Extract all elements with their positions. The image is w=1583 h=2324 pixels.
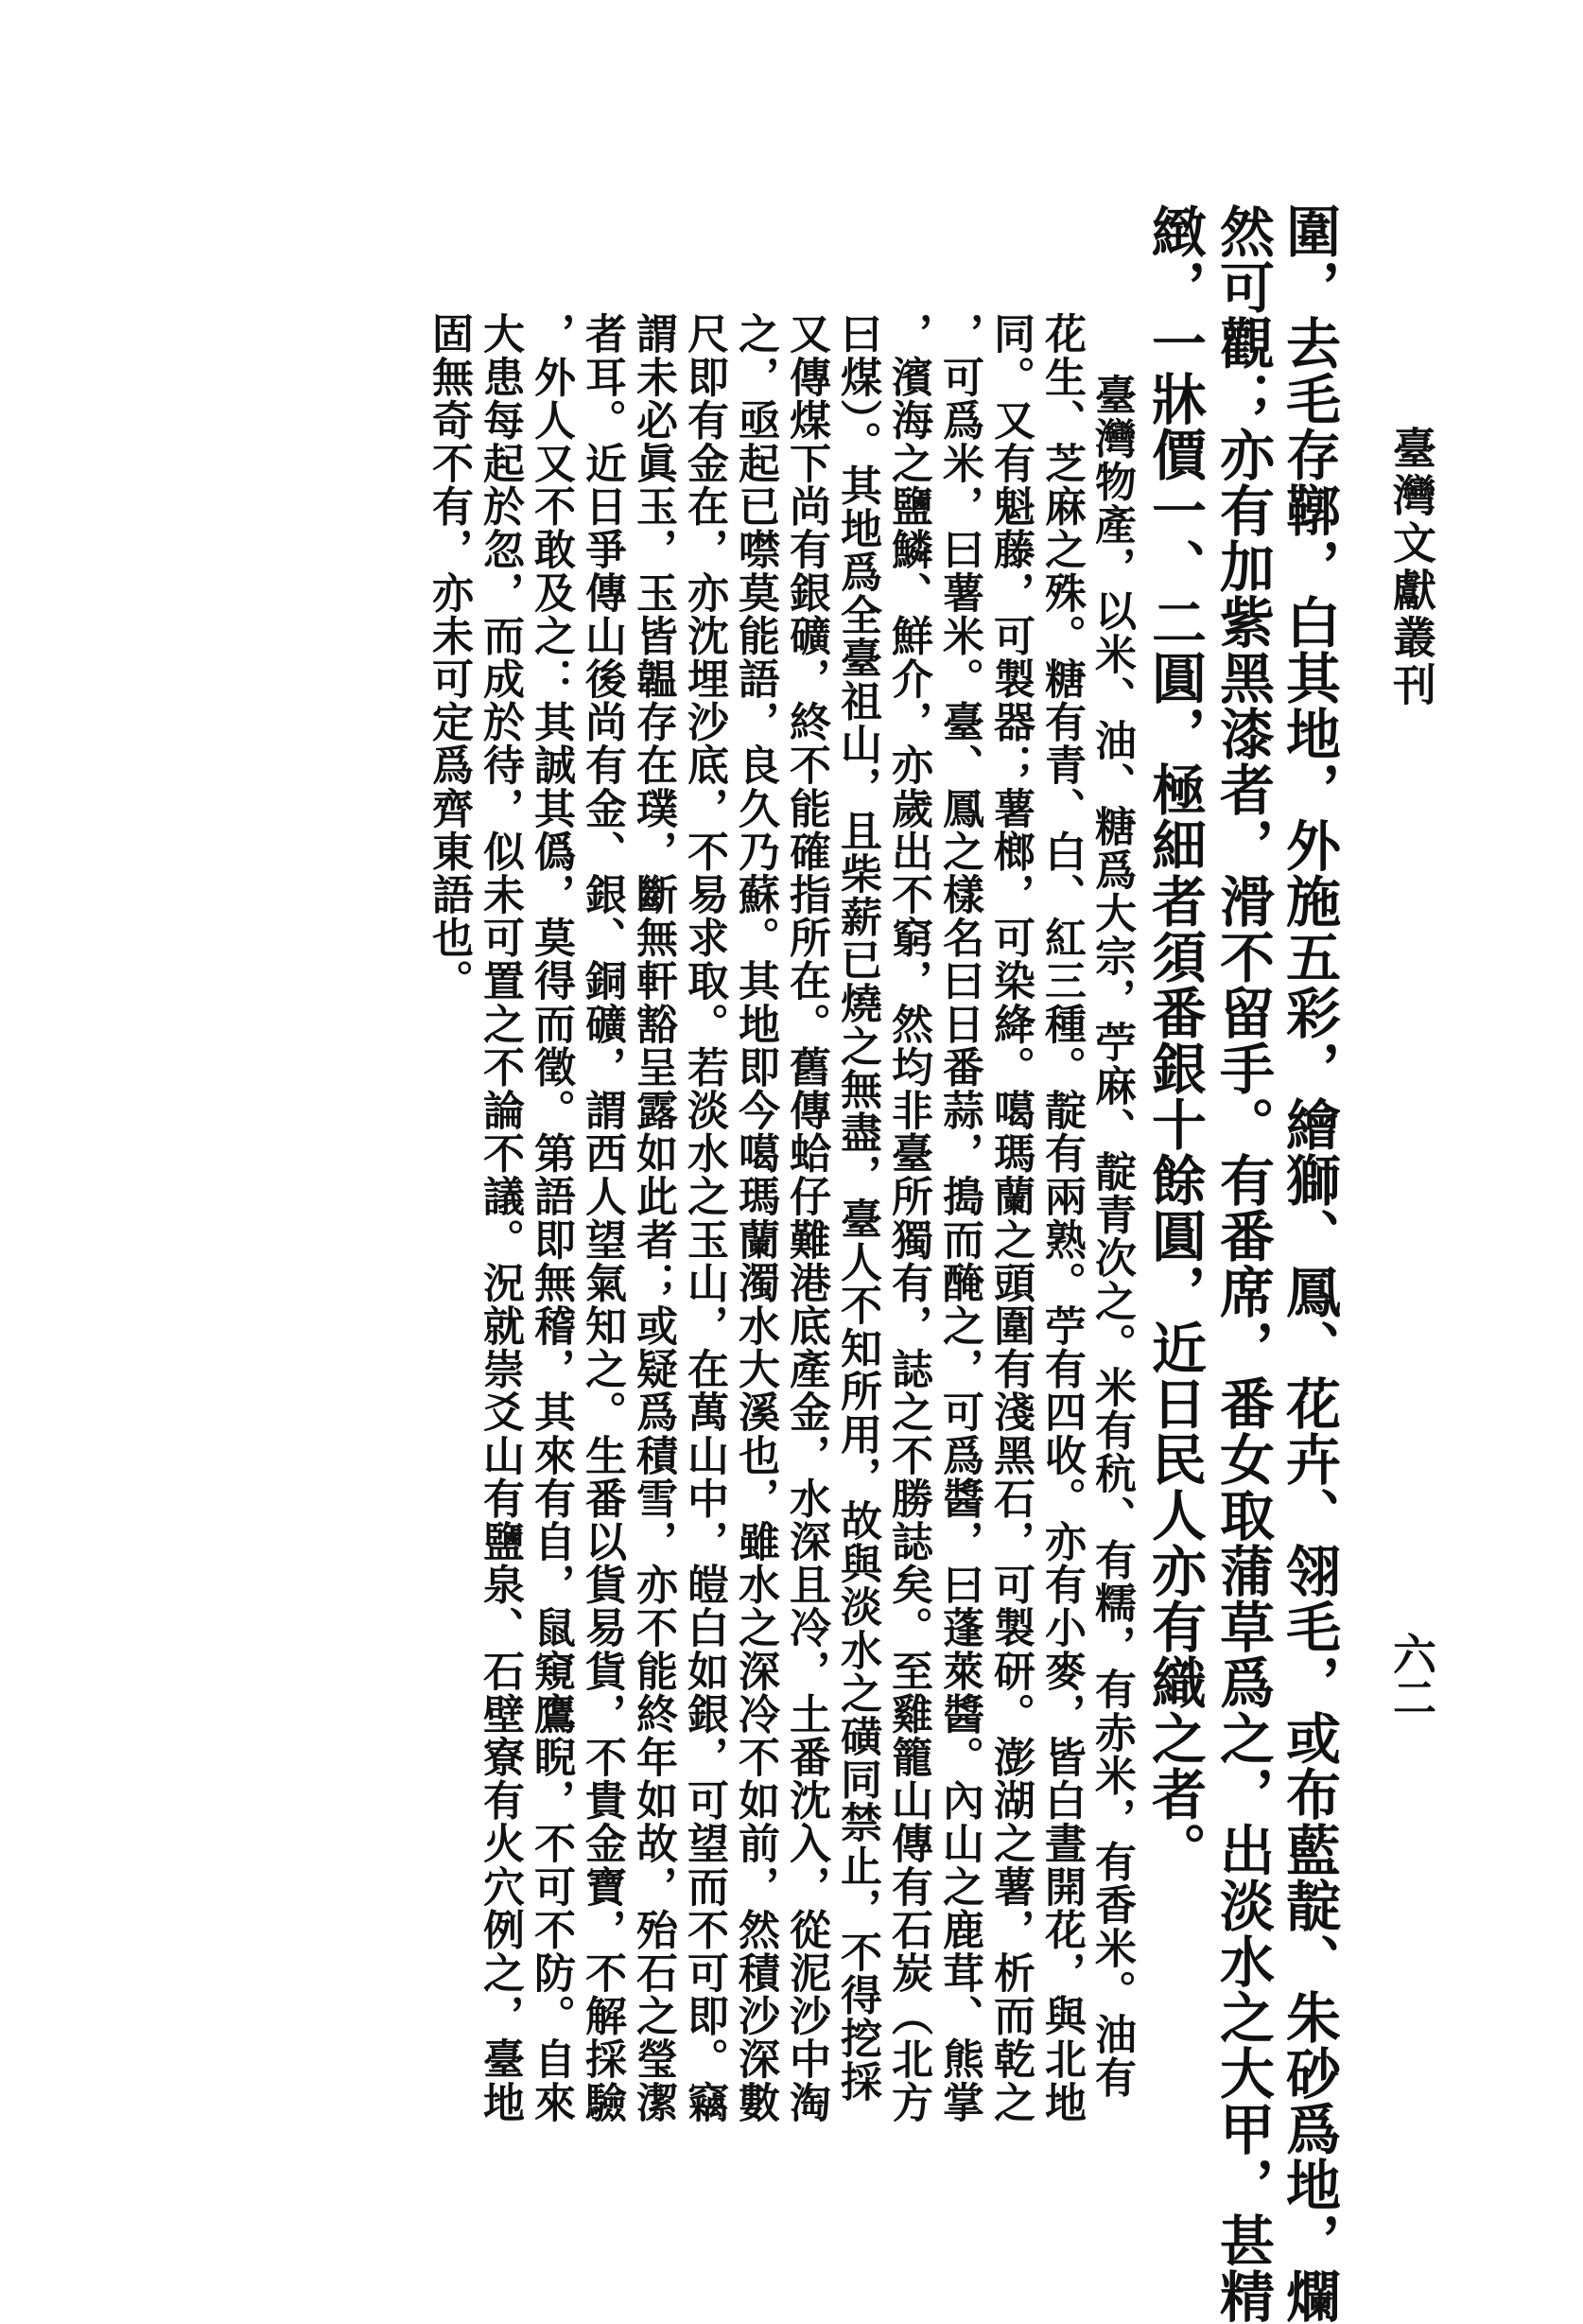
- text-column-11: 之，亟起已噤莫能語，良久乃蘇。其地即今噶瑪蘭濁水大溪也，雖水之深冷不如前，然積沙深數: [731, 312, 779, 2124]
- running-header-title: 臺灣文獻叢刊: [1386, 426, 1437, 709]
- text-column-16: 大患每起於忽，而成於待，似未可置之不論不議。況就崇爻山有鹽泉、石壁寮有火穴例之，臺地: [476, 312, 524, 2124]
- text-column-9: 曰煤）。其地爲全臺祖山，且柴薪已燒之無盡，臺人不知所用，故與淡水之磺同禁止，不得挖採: [833, 312, 881, 2104]
- text-column-15: ，外人又不敢及之：其誠其僞，莫得而徵。第語即無稽，其來有自，鼠窺鷹睨，不可不防。自來: [527, 312, 575, 2124]
- text-column-10: 又傳煤下尚有銀礦，終不能確指所在。舊傳蛤仔難港底產金，水深且冷，土番沈入，從泥沙中淘: [782, 312, 830, 2124]
- text-column-6: 同。又有魁藤，可製器；薯榔，可染絳。噶瑪蘭之頭圍有淺黑石，可製研。澎湖之薯，析而乾之: [986, 312, 1035, 2124]
- text-column-12: 尺即有金在，亦沈埋沙底，不易求取。若淡水之玉山，在萬山中，皚白如銀，可望而不可即。竊: [680, 312, 728, 2124]
- text-column-7: ，可爲米，曰薯米。臺、鳳之樣名曰日番蒜，搗而醃之，可爲醬，曰蓬萊醬。內山之鹿茸、熊掌: [935, 312, 983, 2124]
- text-column-1: 圍，去毛存鞹，白其地，外施五彩，繪獅、鳳、花卉、翎毛，或布藍靛、朱砂爲地，爛: [1277, 203, 1341, 2324]
- text-column-2: 然可觀；亦有加紫黑漆者，滑不留手。有番席，番女取蒲草爲之，出淡水之大甲，甚精: [1210, 203, 1275, 2324]
- text-column-5: 花生、芝麻之殊。糖有青、白、紅三種。靛有兩熟。苧有四收。亦有小麥，皆白晝開花，與北地: [1037, 312, 1086, 2124]
- text-column-13: 謂未必眞玉，玉皆韞存在璞，斷無軒豁呈露如此者；或疑爲積雪，亦不能終年如故，殆石之瑩潔: [629, 312, 677, 2124]
- text-column-4: 臺灣物產，以米、油、糖爲大宗，苧麻、靛青次之。米有秔、有糯，有赤米，有香米。油有: [1087, 374, 1136, 2099]
- page-number: 六二: [1386, 1632, 1437, 1719]
- text-column-14: 者耳。近日爭傳山後尚有金、銀、銅礦，謂西人望氣知之。生番以貨易貨，不貴金寶，不解採驗: [578, 312, 626, 2124]
- text-column-17: 固無奇不有，亦未可定爲齊東語也。: [425, 312, 473, 1003]
- text-column-3: 緻，一牀價一、二圓，極細者須番銀十餘圓，近日民人亦有織之者。: [1142, 203, 1207, 1878]
- text-column-8: ，濱海之鹽鱗、鮮介，亦歲出不窮，然均非臺所獨有，誌之不勝誌矣。至雞籠山傳有石炭（北方: [884, 312, 932, 2124]
